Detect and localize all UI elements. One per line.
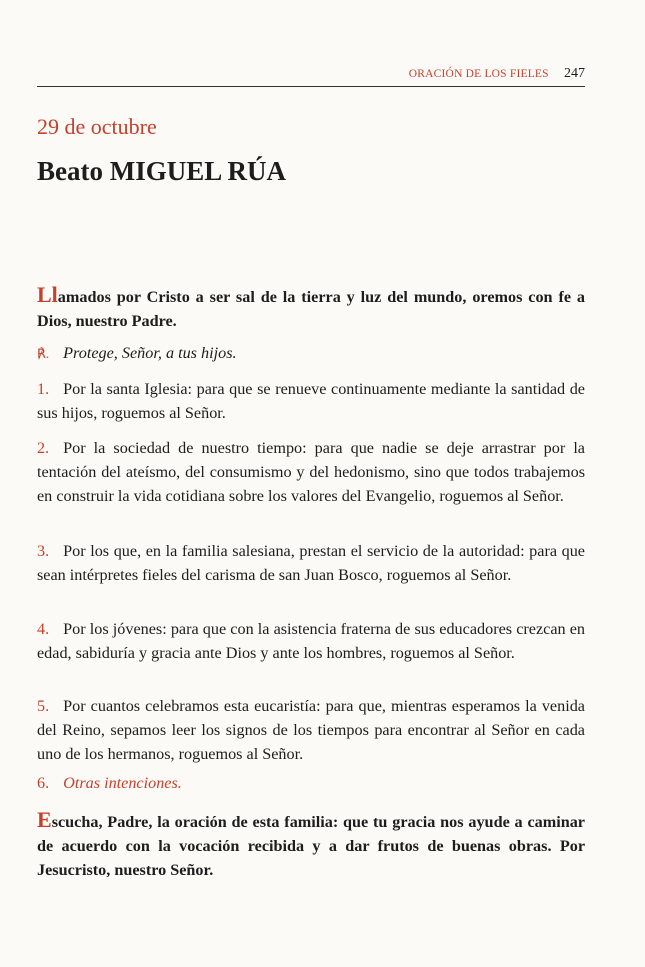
petition-text: Por la santa Iglesia: para que se renueve continuamente mediante la santidad de sus hijos, roguemos al Señor. [37,380,585,422]
petition-number: 3. [37,542,50,560]
saint-title: Beato MIGUEL RÚA [37,156,286,186]
petition-number: 6. [37,774,50,792]
feast-date: 29 de octubre [37,114,157,139]
petition-1 [37,377,585,425]
conclusion-text: scucha, Padre, la oración de esta familia: que tu gracia nos ayude a caminar de acuerdo con la vocación recibida y a dar frutos de buenas obras. Por Jesucristo, nuestro Señor. [37,813,585,879]
section-title: ORACIÓN DE LOS FIELES [408,68,549,80]
response-line [37,341,585,366]
book-page [37,0,585,967]
petition-6 [37,771,585,795]
petition-text: Por los que, en la familia salesiana, prestan el servicio de la autoridad: para que sean intérpretes fieles del carisma de san Juan Bosco, roguemos al Señor. [37,542,585,584]
petition-number: 1. [37,380,50,398]
running-head [37,64,585,83]
petition-2 [37,436,585,508]
intro-invitation [37,283,585,333]
response-text: Protege, Señor, a tus hijos. [63,344,237,362]
petition-3 [37,539,585,587]
petition-5 [37,694,585,766]
petition-text: Por los jóvenes: para que con la asistencia fraterna de sus educadores crezcan en edad, sabiduría y gracia ante Dios y ante los hombres, roguemos al Señor. [37,620,585,662]
page-number: 247 [564,66,585,81]
concluding-prayer [37,808,585,882]
petition-4 [37,617,585,665]
header-rule [37,86,585,87]
intro-initial: Ll [37,282,58,307]
petition-text: Por la sociedad de nuestro tiempo: para que nadie se deje arrastrar por la tentación del ateísmo, del consumismo y del hedonismo, sino que todos trabajemos en construir la vida cotidiana sobre los valores del Evangelio, roguemos al Señor. [37,439,585,505]
petition-number: 2. [37,439,50,457]
petition-number: 4. [37,620,50,638]
conclusion-initial: E [37,807,52,832]
petition-text: Por cuantos celebramos esta eucaristía: para que, mientras esperamos la venida del Reino, sepamos leer los signos de los tiempos para encontrar al Señor en cada uno de los hermanos, roguemos al Señor. [37,697,585,763]
petition-number: 5. [37,697,50,715]
intro-text: amados por Cristo a ser sal de la tierra y luz del mundo, oremos con fe a Dios, nuestro Padre. [37,288,585,330]
petition-text: Otras intenciones. [63,774,182,792]
response-symbol: ℟. [37,346,50,361]
